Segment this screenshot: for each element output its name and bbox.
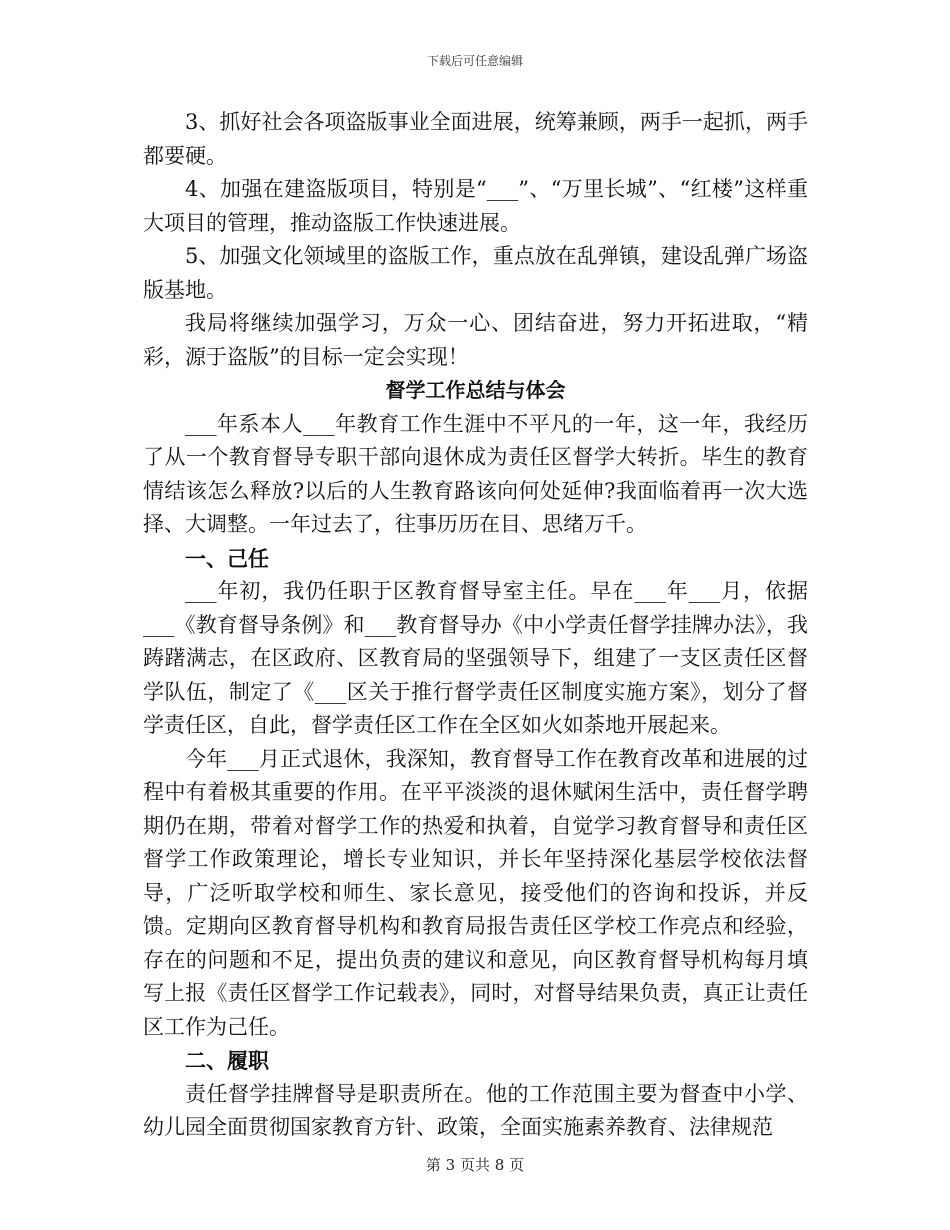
paragraph-intro: ___年系本人___年教育工作生涯中不平凡的一年，这一年，我经历了从一个教育督导专职干部向退休成为责任区督学大转折。毕生的教育情结该怎么释放?以后的人生教育路该向何处延伸?我面临着再一次大选择、大调整。一年过去了，往事历历在目、思绪万千。 — [143, 411, 808, 536]
section-heading-1: 一、己任 — [185, 545, 269, 571]
document-body — [143, 106, 808, 1145]
section-heading-2: 二、履职 — [185, 1048, 269, 1073]
paragraph-section-1a: ___年初，我仍任职于区教育督导室主任。早在___年___月，依据___《教育督导条例》和___教育督导办《中小学责任督学挂牌办法》，我踌躇满志，在区政府、区教育局的坚强领导下，组建了一支区责任区督学队伍，制定了《___区关于推行督学责任区制度实施方案》，划分了督学责任区，自此，督学责任区工作在全区如火如荼地开展起来。 — [143, 579, 808, 737]
page-header: 下载后可任意编辑 — [426, 54, 523, 68]
paragraph-conclusion: 我局将继续加强学习，万众一心、团结奋进，努力开拓进取，“精彩，源于盗版”的目标一定会实现！ — [143, 311, 808, 369]
article-title: 督学工作总结与体会 — [385, 378, 566, 402]
paragraph-section-1b: 今年___月正式退休，我深知，教育督导工作在教育改革和进展的过程中有着极其重要的作用。在平平淡淡的退休赋闲生活中，责任督学聘期仍在期，带着对督学工作的热爱和执着，自觉学习教育督导和责任区督学工作政策理论，增长专业知识，并长年坚持深化基层学校依法督导，广泛听取学校和师生、家长意见，接受他们的咨询和投诉，并反馈。定期向区教育督导机构和教育局报告责任区学校工作亮点和经验，存在的问题和不足，提出负责的建议和意见，向区教育督导机构每月填写上报《责任区督学工作记载表》，同时，对督导结果负责，真正让责任区工作为己任。 — [143, 746, 808, 1039]
page-footer: 第 3 页共 8 页 — [425, 1156, 525, 1174]
paragraph-item-4: 4、加强在建盗版项目，特别是“___”、“万里长城”、“红楼”这样重大项目的管理，推动盗版工作快速进展。 — [143, 177, 808, 235]
paragraph-item-3: 3、抓好社会各项盗版事业全面进展，统筹兼顾，两手一起抓，两手都要硬。 — [143, 110, 808, 168]
paragraph-item-5: 5、加强文化领域里的盗版工作，重点放在乱弹镇，建设乱弹广场盗版基地。 — [143, 244, 808, 302]
paragraph-section-2a: 责任督学挂牌督导是职责所在。他的工作范围主要为督查中小学、幼儿园全面贯彻国家教育方针、政策，全面实施素养教育、法律规范 — [143, 1081, 808, 1139]
